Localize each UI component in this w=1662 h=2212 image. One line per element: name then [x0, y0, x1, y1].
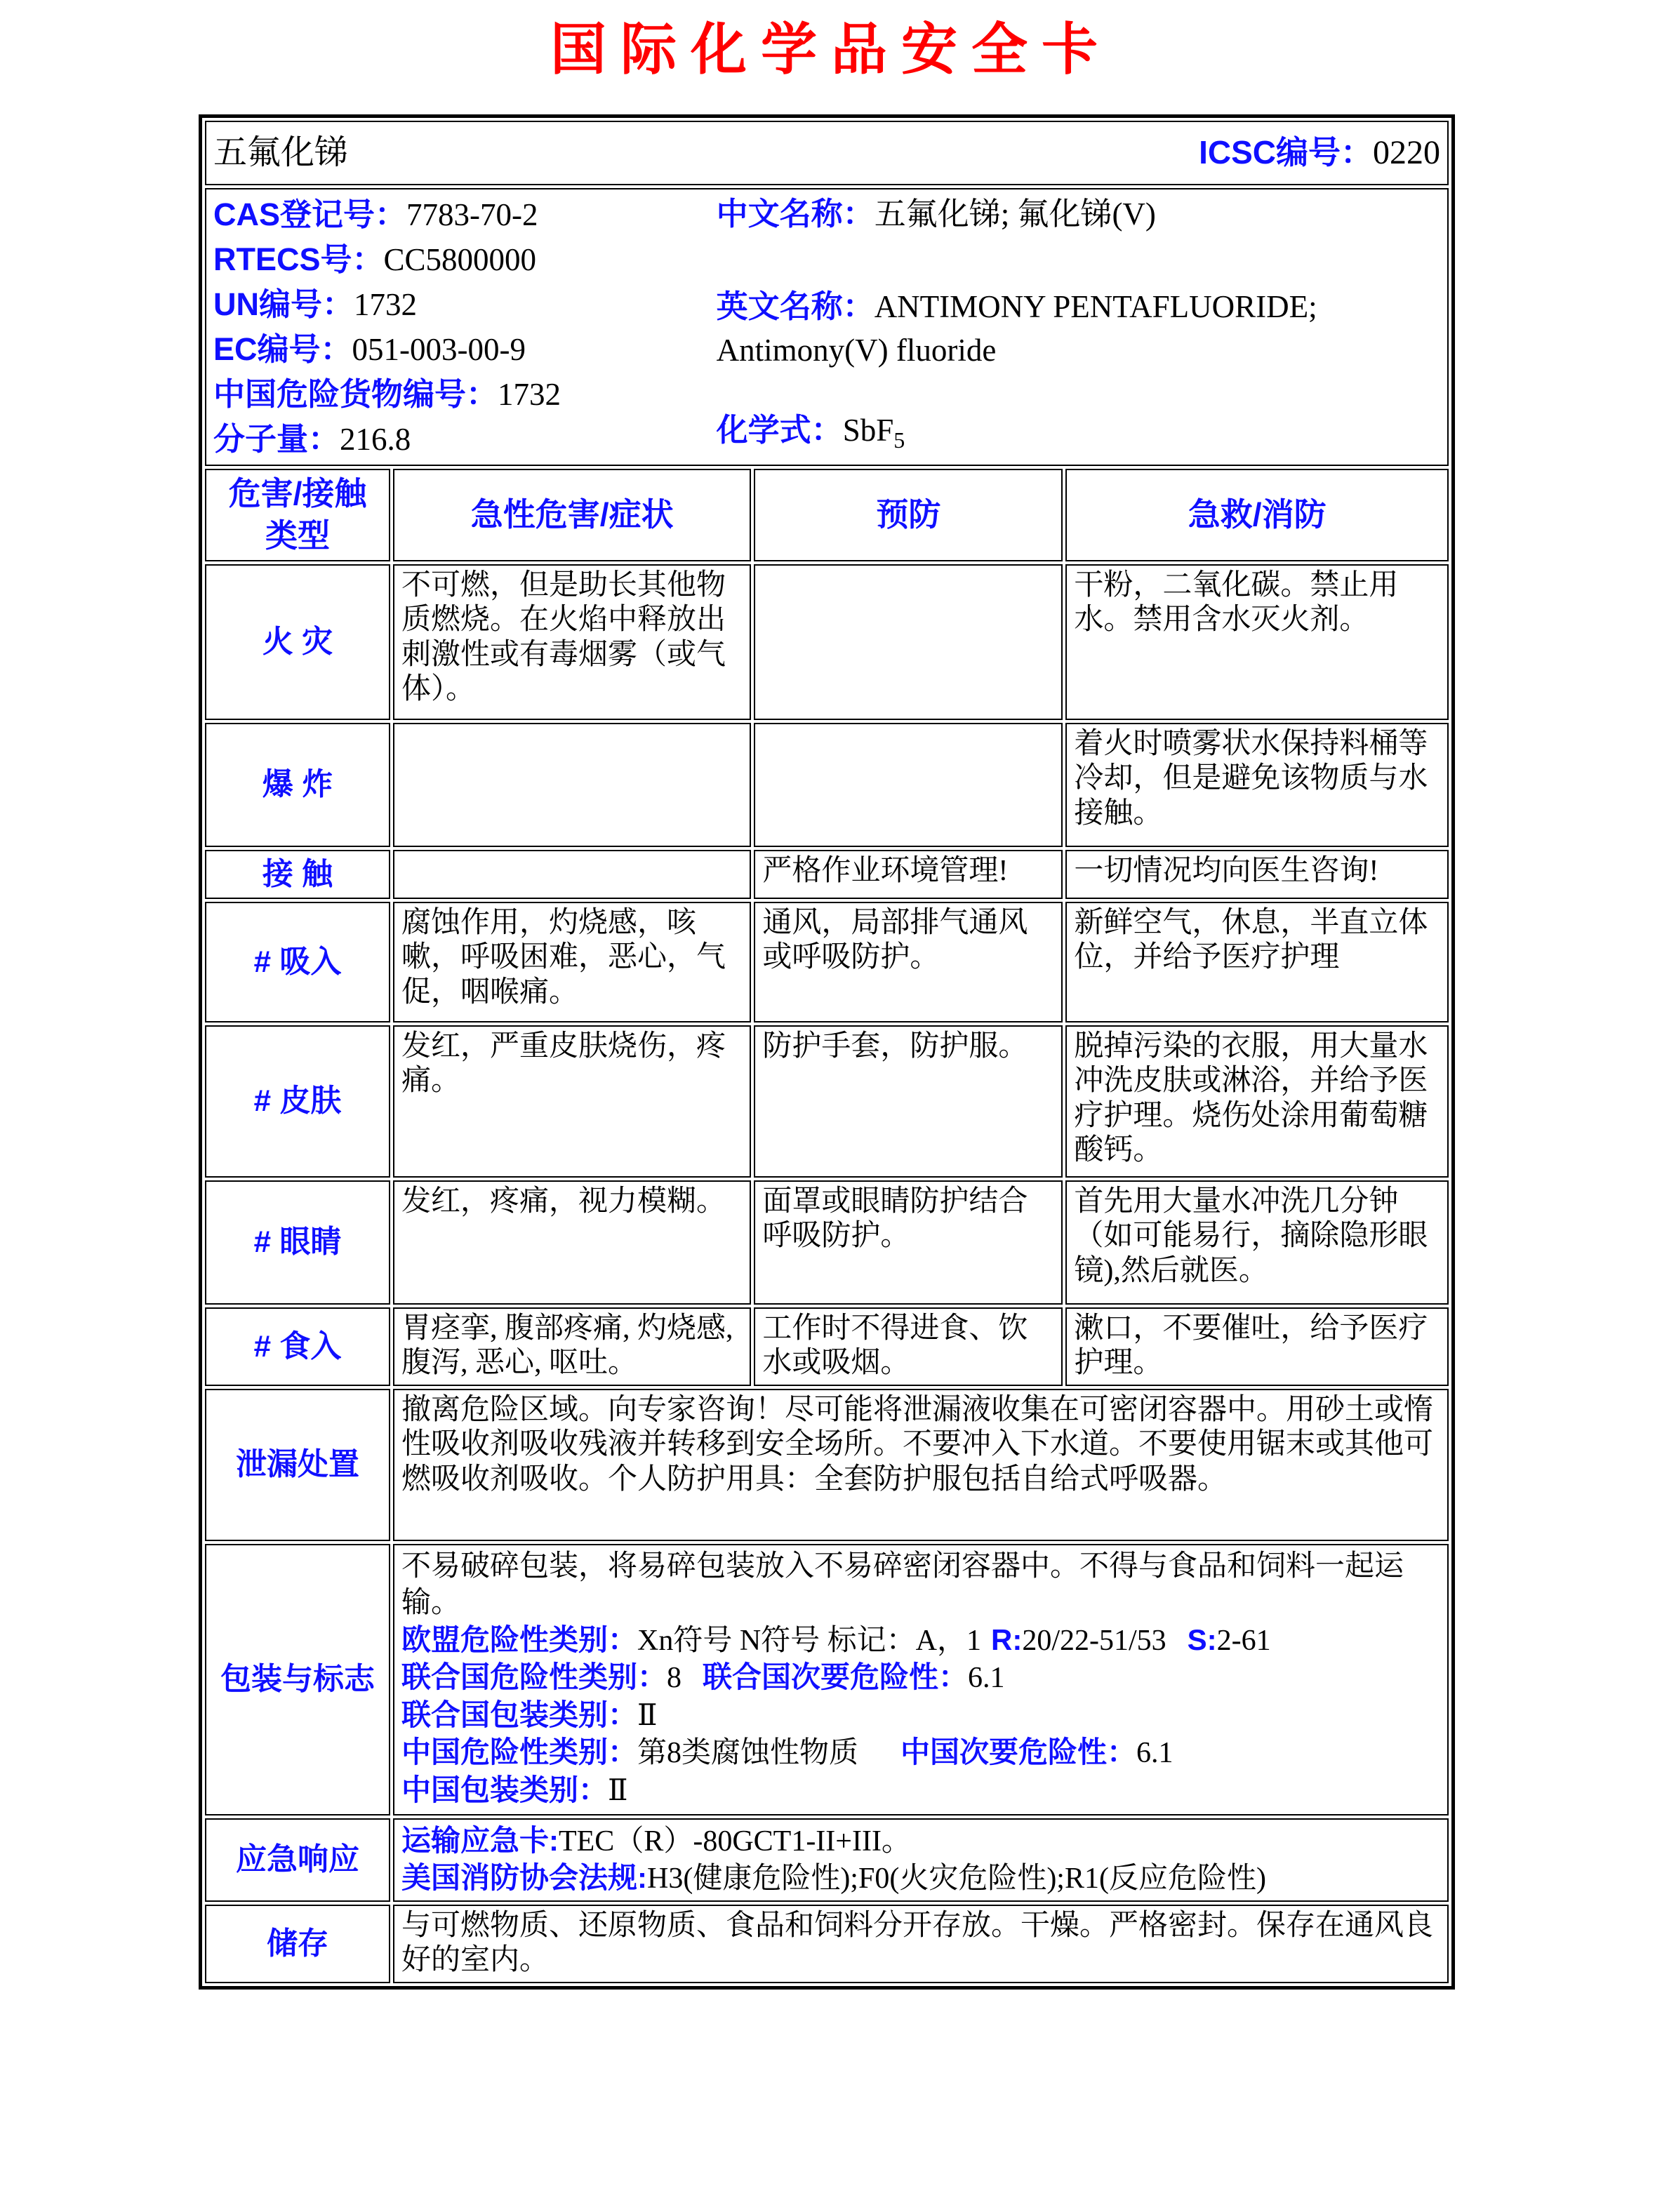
china-hazard-class-label: 中国危险性类别： — [401, 1735, 638, 1769]
china-packing-group-label: 中国包装类别： — [401, 1773, 609, 1806]
cas-number-line — [213, 192, 717, 237]
header-hazard-type: 危害/接触类型 — [205, 469, 390, 561]
identifiers-left-column — [213, 192, 717, 462]
un-hazard-class-label: 联合国危险性类别： — [401, 1660, 667, 1694]
eu-hazard-class-line — [401, 1622, 1440, 1660]
china-hazard-class-value: 第8类腐蚀性物质 — [637, 1737, 859, 1770]
identifiers-cell — [205, 188, 1449, 466]
packaging-labelling-content — [393, 1544, 1449, 1815]
s-phrases-value: 2-61 — [1216, 1624, 1271, 1657]
un-hazard-class-value: 8 — [667, 1662, 682, 1695]
tec-card-label: 运输应急卡: — [401, 1823, 559, 1857]
cas-label: CAS登记号： — [213, 196, 407, 232]
identifiers-right-column — [717, 192, 1440, 462]
un-packing-group-line — [401, 1697, 1440, 1735]
skin-prevention: 防护手套，防护服。 — [754, 1025, 1063, 1178]
fire-symptoms: 不可燃，但是助长其他物质燃烧。在火焰中释放出刺激性或有毒烟雾（或气体）。 — [393, 564, 751, 720]
table-row-explosion — [205, 723, 1449, 847]
un-label: UN编号： — [213, 286, 354, 322]
rtecs-value: CC5800000 — [383, 242, 537, 277]
chemical-formula-subscript: 5 — [893, 427, 905, 453]
explosion-symptoms — [393, 723, 751, 847]
rtecs-number-line — [213, 237, 717, 282]
chinese-name-line — [717, 192, 1440, 236]
hazard-header-row — [205, 469, 1449, 561]
table-row-ingestion — [205, 1307, 1449, 1386]
english-name-line — [717, 285, 1440, 372]
un-subsidiary-risk-label: 联合国次要危险性： — [703, 1660, 969, 1694]
row-label-ingestion: # 食入 — [205, 1307, 390, 1386]
inhalation-prevention: 通风，局部排气通风或呼吸防护。 — [754, 902, 1063, 1022]
table-row-fire — [205, 564, 1449, 720]
fire-prevention — [754, 564, 1063, 720]
ingestion-firstaid: 漱口，不要催吐，给予医疗护理。 — [1065, 1307, 1449, 1386]
emergency-response-content — [393, 1818, 1449, 1902]
table-row-inhalation — [205, 902, 1449, 1022]
tec-card-value: TEC（R）-80GCT1-II+III。 — [559, 1825, 911, 1858]
s-phrases-label: S: — [1187, 1623, 1217, 1656]
row-label-contact: 接 触 — [205, 850, 390, 899]
skin-firstaid: 脱掉污染的衣服，用大量水冲洗皮肤或淋浴，并给予医疗护理。烧伤处涂用葡萄糖酸钙。 — [1065, 1025, 1449, 1178]
table-row-spill-disposal — [205, 1389, 1449, 1541]
row-label-spill-disposal: 泄漏处置 — [205, 1389, 390, 1541]
substance-name: 五氟化锑 — [213, 133, 349, 171]
chinese-name-value: 五氟化锑; 氟化锑(V) — [874, 196, 1156, 232]
china-subsidiary-risk-value: 6.1 — [1136, 1737, 1174, 1770]
china-dg-value: 1732 — [498, 377, 561, 412]
eyes-prevention: 面罩或眼睛防护结合呼吸防护。 — [754, 1180, 1063, 1305]
contact-firstaid: 一切情况均向医生咨询! — [1065, 850, 1449, 899]
molecular-weight-label: 分子量： — [213, 421, 340, 457]
un-number-line — [213, 282, 717, 327]
contact-prevention: 严格作业环境管理! — [754, 850, 1063, 899]
spill-disposal-content: 撤离危险区域。向专家咨询！尽可能将泄漏液收集在可密闭容器中。用砂土或惰性吸收剂吸收残液并转移到安全场所。不要冲入下水道。不要使用锯末或其他可燃吸收剂吸收。个人防护用具：全套防护服包括自给式呼吸器。 — [393, 1389, 1449, 1541]
eu-hazard-class-value: Xn符号 N符号 标记：A，1 — [637, 1624, 982, 1657]
row-label-storage: 储存 — [205, 1905, 390, 1983]
row-label-emergency-response: 应急响应 — [205, 1818, 390, 1902]
ec-label: EC编号： — [213, 331, 352, 367]
row-label-eyes: # 眼睛 — [205, 1180, 390, 1305]
r-phrases-label: R: — [991, 1623, 1023, 1656]
ingestion-symptoms: 胃痉挛, 腹部疼痛, 灼烧感, 腹泻, 恶心, 呕吐。 — [393, 1307, 751, 1386]
icsc-number-group — [1199, 133, 1440, 173]
icsc-number-label: ICSC编号： — [1199, 133, 1373, 171]
r-phrases-value: 20/22-51/53 — [1022, 1624, 1166, 1657]
page-title: 国际化学品安全卡 — [550, 20, 1112, 81]
explosion-firstaid: 着火时喷雾状水保持料桶等冷却，但是避免该物质与水接触。 — [1065, 723, 1449, 847]
skin-symptoms: 发红，严重皮肤烧伤，疼痛。 — [393, 1025, 751, 1178]
ec-number-line — [213, 327, 717, 372]
row-label-fire: 火 灾 — [205, 564, 390, 720]
table-row-emergency-response — [205, 1818, 1449, 1902]
eyes-firstaid: 首先用大量水冲洗几分钟（如可能易行，摘除隐形眼镜),然后就医。 — [1065, 1180, 1449, 1305]
china-dg-label: 中国危险货物编号： — [213, 376, 498, 412]
molecular-weight-line — [213, 417, 717, 462]
chemical-formula-line — [717, 408, 1440, 462]
identifiers-row — [205, 188, 1449, 466]
nfpa-code-label: 美国消防协会法规: — [401, 1861, 647, 1895]
table-row-eyes — [205, 1180, 1449, 1305]
contact-symptoms — [393, 850, 751, 899]
table-row-skin — [205, 1025, 1449, 1178]
row-label-explosion: 爆 炸 — [205, 723, 390, 847]
un-hazard-class-line — [401, 1659, 1440, 1697]
un-packing-group-label: 联合国包装类别： — [401, 1698, 638, 1731]
un-packing-group-value: Ⅱ — [637, 1699, 658, 1732]
china-packing-group-line — [401, 1772, 1440, 1810]
eyes-symptoms: 发红，疼痛，视力模糊。 — [393, 1180, 751, 1305]
icsc-card-table — [199, 114, 1455, 1990]
icsc-number-value: 0220 — [1373, 133, 1440, 171]
chemical-formula-label: 化学式： — [716, 412, 843, 448]
china-dg-number-line — [213, 372, 717, 417]
nfpa-code-value: H3(健康危险性);F0(火灾危险性);R1(反应危险性) — [647, 1863, 1266, 1895]
china-subsidiary-risk-label: 中国次要危险性： — [900, 1735, 1137, 1769]
row-label-inhalation: # 吸入 — [205, 902, 390, 1022]
inhalation-symptoms: 腐蚀作用，灼烧感，咳嗽，呼吸困难，恶心，气促，咽喉痛。 — [393, 902, 751, 1022]
card-header-row — [205, 121, 1449, 185]
rtecs-label: RTECS号： — [213, 241, 384, 277]
table-row-storage — [205, 1905, 1449, 1983]
row-label-packaging-labelling: 包装与标志 — [205, 1544, 390, 1815]
cas-value: 7783-70-2 — [406, 197, 538, 232]
molecular-weight-value: 216.8 — [340, 422, 411, 457]
un-value: 1732 — [354, 287, 417, 322]
china-hazard-class-line — [401, 1734, 1440, 1772]
eu-hazard-class-label: 欧盟危险性类别： — [401, 1623, 638, 1656]
explosion-prevention — [754, 723, 1063, 847]
inhalation-firstaid: 新鲜空气，休息，半直立体位，并给予医疗护理 — [1065, 902, 1449, 1022]
card-header-cell — [205, 121, 1449, 185]
chinese-name-label: 中文名称： — [716, 196, 875, 232]
table-row-contact — [205, 850, 1449, 899]
header-acute-symptoms: 急性危害/症状 — [393, 469, 751, 561]
packaging-intro: 不易破碎包装，将易碎包装放入不易碎密闭容器中。不得与食品和饲料一起运输。 — [401, 1550, 1404, 1620]
english-name-label: 英文名称： — [716, 288, 875, 324]
ec-value: 051-003-00-9 — [352, 332, 526, 367]
header-prevention: 预防 — [754, 469, 1063, 561]
tec-card-line — [401, 1823, 1440, 1860]
nfpa-code-line — [401, 1860, 1440, 1898]
chemical-formula-base: SbF — [842, 413, 894, 448]
un-subsidiary-risk-value: 6.1 — [968, 1662, 1005, 1695]
table-row-packaging-labelling — [205, 1544, 1449, 1815]
storage-content: 与可燃物质、还原物质、食品和饲料分开存放。干燥。严格密封。保存在通风良好的室内。 — [393, 1905, 1449, 1983]
header-firstaid-firefighting: 急救/消防 — [1065, 469, 1449, 561]
china-packing-group-value: Ⅱ — [608, 1774, 628, 1807]
row-label-skin: # 皮肤 — [205, 1025, 390, 1178]
english-name-value: ANTIMONY PENTAFLUORIDE; Antimony(V) fluoride — [716, 289, 1317, 368]
fire-firstaid: 干粉，二氧化碳。禁止用水。禁用含水灭火剂。 — [1065, 564, 1449, 720]
ingestion-prevention: 工作时不得进食、饮水或吸烟。 — [754, 1307, 1063, 1386]
